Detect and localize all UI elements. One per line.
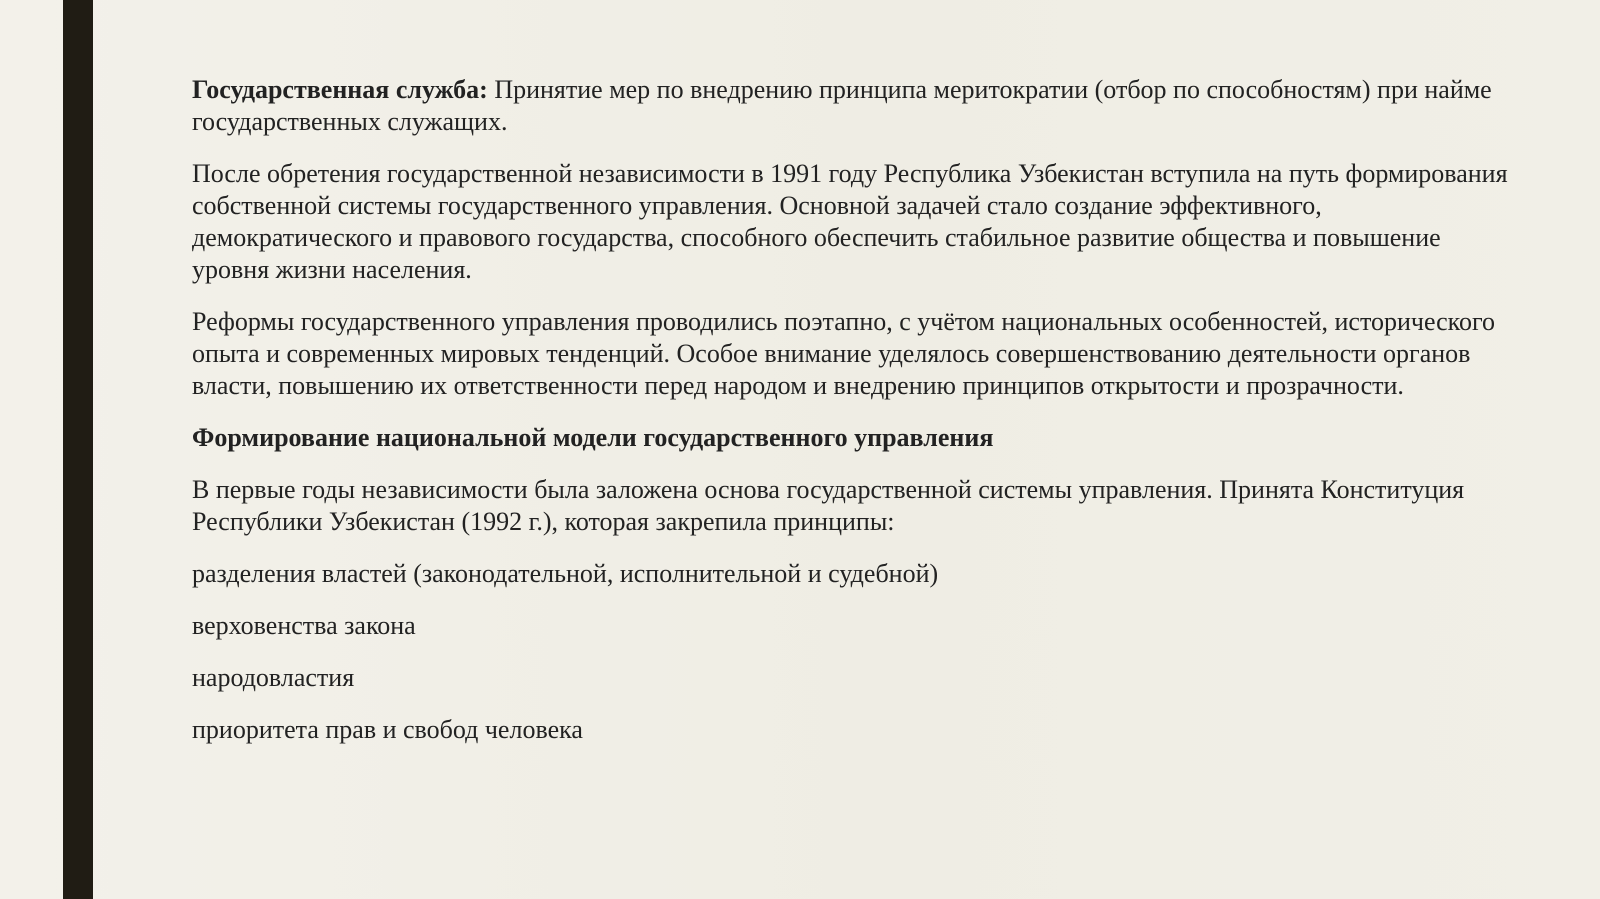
paragraph-civil-service: [192, 74, 1512, 138]
paragraph-text: Принятие мер по внедрению принципа меритократии (отбор по способностям) при найме государственных служащих.: [192, 75, 1492, 136]
section-heading: Формирование национальной модели государственного управления: [192, 423, 994, 452]
principle-item: народовластия: [192, 663, 355, 692]
slide-content: [192, 74, 1512, 766]
principle-item: разделения властей (законодательной, исполнительной и судебной): [192, 559, 939, 588]
paragraph-independence: После обретения государственной независимости в 1991 году Республика Узбекистан вступила на путь формирования собственной системы государственного управления. Основной задачей стало создание эффективного, демократического и правового государства, способного обеспечить стабильное развитие общества и повышение уровня жизни населения.: [192, 159, 1508, 284]
principle-item: приоритета прав и свобод человека: [192, 715, 583, 744]
paragraph-constitution: В первые годы независимости была заложена основа государственной системы управления. Принята Конституция Республики Узбекистан (1992 г.), которая закрепила принципы:: [192, 475, 1465, 536]
paragraph-reforms: Реформы государственного управления проводились поэтапно, с учётом национальных особенностей, исторического опыта и современных мировых тенденций. Особое внимание уделялось совершенствованию деятельности органов власти, повышению их ответственности перед народом и внедрению принципов открытости и прозрачности.: [192, 307, 1496, 400]
accent-bar: [63, 0, 93, 899]
paragraph-lead: Государственная служба:: [192, 75, 488, 104]
principle-item: верховенства закона: [192, 611, 416, 640]
